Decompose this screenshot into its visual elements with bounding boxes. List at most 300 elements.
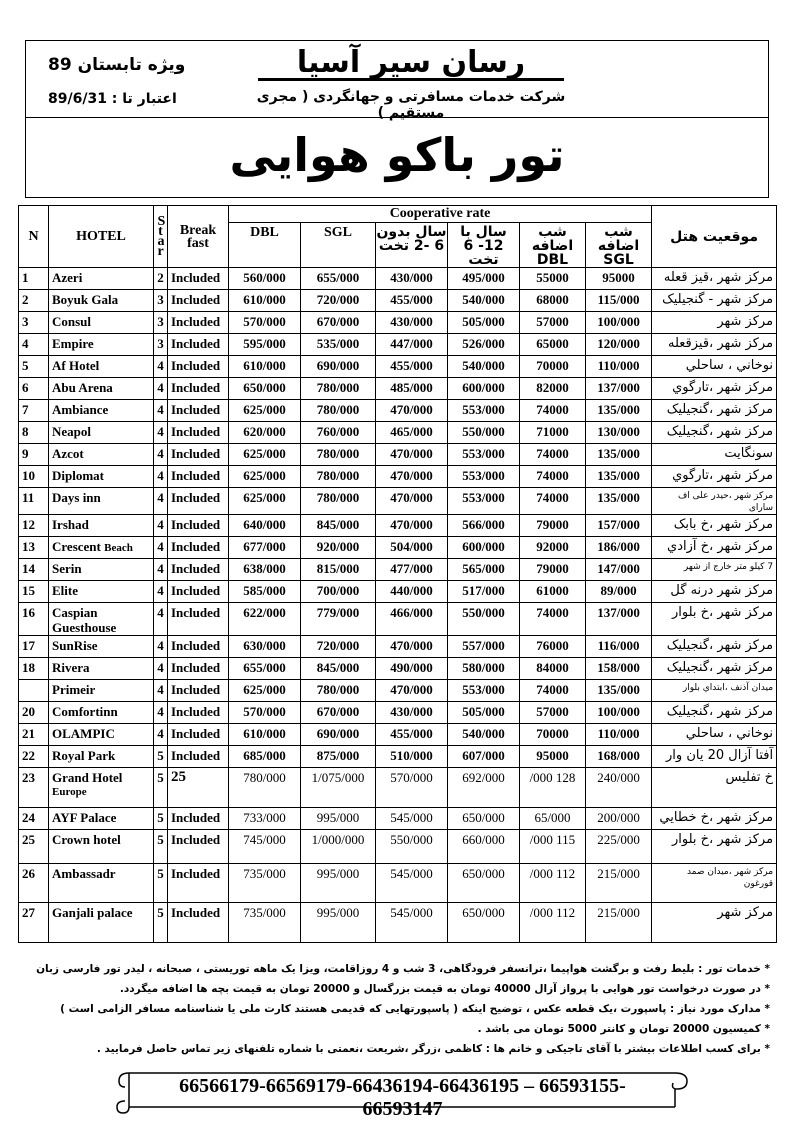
hotel-name — [49, 312, 154, 334]
note-commission: * کمیسیون 20000 تومان و کانتر 5000 تومان می باشد . — [477, 1023, 770, 1035]
extra-night-sgl: 120/000 — [586, 334, 652, 356]
hotel-location: سونگایت — [652, 444, 777, 466]
extra-night-dbl: 71000 — [520, 422, 586, 444]
rate-child-with-bed: 566/000 — [448, 515, 520, 537]
table-row — [19, 680, 777, 702]
hotel-name-text: SunRise — [52, 638, 98, 653]
row-number: 27 — [19, 903, 49, 943]
extra-night-dbl: 68000 — [520, 290, 586, 312]
table-row — [19, 400, 777, 422]
breakfast: Included — [168, 603, 229, 636]
hotel-location: مرکز شهر درنه گل — [652, 581, 777, 603]
hotel-name-suffix: Beach — [104, 542, 133, 554]
hotel-location: میدان آذنف ،ابتداي بلوار — [652, 680, 777, 702]
row-number: 25 — [19, 830, 49, 864]
extra-night-sgl: 240/000 — [586, 768, 652, 808]
breakfast: Included — [168, 378, 229, 400]
header-dbl: DBL — [229, 223, 301, 268]
note-azal-flight: * در صورت درخواست تور هوایی با پرواز آزال 40000 تومان به قیمت بزرگسال و 20000 تومان به قیمت بچه ها اضافه میگردد. — [119, 983, 770, 995]
hotel-name-text: Boyuk Gala — [52, 292, 119, 307]
hotel-location: مرکز شهر ،گنجیلیک — [652, 400, 777, 422]
rate-child-with-bed: 650/000 — [448, 864, 520, 903]
star-rating: 4 — [154, 537, 168, 559]
table-row — [19, 422, 777, 444]
star-rating: 4 — [154, 422, 168, 444]
rate-child-no-bed: 570/000 — [376, 768, 448, 808]
row-number — [19, 680, 49, 702]
hotel-name — [49, 400, 154, 422]
rate-child-no-bed: 545/000 — [376, 864, 448, 903]
rate-dbl: 625/000 — [229, 466, 301, 488]
breakfast: Included — [168, 864, 229, 903]
hotel-location: مرکز شهر ،قیز قعله — [652, 268, 777, 290]
rate-dbl: 625/000 — [229, 400, 301, 422]
extra-night-dbl: 74000 — [520, 680, 586, 702]
row-number: 3 — [19, 312, 49, 334]
hotel-location: مرکز شهر ،قیزقعله — [652, 334, 777, 356]
extra-night-sgl: 116/000 — [586, 636, 652, 658]
extra-night-dbl: 61000 — [520, 581, 586, 603]
rate-dbl: 570/000 — [229, 702, 301, 724]
hotel-location: مرکز شهر ،خ بلوار — [652, 603, 777, 636]
rate-sgl: 780/000 — [301, 378, 376, 400]
table-row — [19, 378, 777, 400]
rate-child-with-bed: 692/000 — [448, 768, 520, 808]
hotel-location: مرکز شهر ،گنجیلیک — [652, 658, 777, 680]
extra-night-sgl: 137/000 — [586, 378, 652, 400]
rate-dbl: 735/000 — [229, 903, 301, 943]
hotel-location: مرکز شهر ،حیدر علی اف سارای — [652, 488, 777, 515]
extra-night-dbl: 65/000 — [520, 808, 586, 830]
star-rating: 4 — [154, 581, 168, 603]
rate-child-no-bed: 430/000 — [376, 312, 448, 334]
table-row — [19, 488, 777, 515]
rate-child-no-bed: 470/000 — [376, 400, 448, 422]
hotel-name — [49, 356, 154, 378]
hotel-name-text: Abu Arena — [52, 380, 113, 395]
hotel-name — [49, 378, 154, 400]
rate-child-no-bed: 455/000 — [376, 290, 448, 312]
rate-dbl: 677/000 — [229, 537, 301, 559]
row-number: 4 — [19, 334, 49, 356]
hotel-location: مرکز شهر — [652, 903, 777, 943]
hotel-location: آفتا آزال 20 يان وار — [652, 746, 777, 768]
star-rating: 3 — [154, 334, 168, 356]
rate-child-no-bed: 447/000 — [376, 334, 448, 356]
breakfast: Included — [168, 334, 229, 356]
rate-sgl: 1/000/000 — [301, 830, 376, 864]
breakfast: Included — [168, 537, 229, 559]
extra-night-dbl: 55000 — [520, 268, 586, 290]
rate-child-with-bed: 550/000 — [448, 603, 520, 636]
hotel-name-text: Ganjali palace — [52, 905, 133, 920]
rate-dbl: 733/000 — [229, 808, 301, 830]
extra-night-dbl: 95000 — [520, 746, 586, 768]
row-number: 20 — [19, 702, 49, 724]
rate-child-no-bed: 490/000 — [376, 658, 448, 680]
hotel-name-text: Irshad — [52, 517, 89, 532]
table-row — [19, 903, 777, 943]
star-rating: 5 — [154, 746, 168, 768]
row-number: 9 — [19, 444, 49, 466]
rate-sgl: 780/000 — [301, 400, 376, 422]
hotel-name-text: Af Hotel — [52, 358, 100, 373]
rate-child-with-bed: 553/000 — [448, 444, 520, 466]
breakfast: Included — [168, 808, 229, 830]
hotel-name-text: Comfortinn — [52, 704, 118, 719]
rate-sgl: 700/000 — [301, 581, 376, 603]
rate-child-with-bed: 607/000 — [448, 746, 520, 768]
hotel-name-text: AYF Palace — [52, 810, 117, 825]
breakfast: Included — [168, 312, 229, 334]
hotel-name-text: Azeri — [52, 270, 83, 285]
extra-night-dbl: 65000 — [520, 334, 586, 356]
row-number: 14 — [19, 559, 49, 581]
row-number: 24 — [19, 808, 49, 830]
hotel-name — [49, 559, 154, 581]
star-rating: 4 — [154, 488, 168, 515]
hotel-name — [49, 680, 154, 702]
row-number: 1 — [19, 268, 49, 290]
extra-night-dbl: 82000 — [520, 378, 586, 400]
phone-numbers: 66566179-66569179-66436194-66436195 – 66593155-66593147 — [179, 1075, 626, 1120]
hotel-name-text: Consul — [52, 314, 92, 329]
extra-night-dbl: 70000 — [520, 724, 586, 746]
extra-night-dbl: /000 115 — [520, 830, 586, 864]
rate-child-no-bed: 550/000 — [376, 830, 448, 864]
row-number: 10 — [19, 466, 49, 488]
row-number: 16 — [19, 603, 49, 636]
breakfast: Included — [168, 515, 229, 537]
rate-sgl: 995/000 — [301, 864, 376, 903]
extra-night-sgl: 135/000 — [586, 680, 652, 702]
rate-child-with-bed: 526/000 — [448, 334, 520, 356]
rate-sgl: 815/000 — [301, 559, 376, 581]
rate-sgl: 655/000 — [301, 268, 376, 290]
extra-night-dbl: 74000 — [520, 444, 586, 466]
hotel-name-text: Neapol — [52, 424, 91, 439]
breakfast: Included — [168, 444, 229, 466]
rate-dbl: 655/000 — [229, 658, 301, 680]
rate-dbl: 625/000 — [229, 488, 301, 515]
extra-night-sgl: 147/000 — [586, 559, 652, 581]
extra-night-sgl: 186/000 — [586, 537, 652, 559]
table-row — [19, 658, 777, 680]
extra-night-dbl: 79000 — [520, 515, 586, 537]
note-contact: * برای کسب اطلاعات بیشتر با آقای تاجیکی و خانم ها : کاظمی ،زرگر ،شریعت ،نعمتی با شماره تلفنهای زیر تماس حاصل فرمایید . — [96, 1043, 770, 1055]
extra-night-dbl: 74000 — [520, 400, 586, 422]
row-number: 5 — [19, 356, 49, 378]
hotel-name — [49, 702, 154, 724]
rate-sgl: 995/000 — [301, 903, 376, 943]
table-row — [19, 636, 777, 658]
rate-dbl: 735/000 — [229, 864, 301, 903]
breakfast: Included — [168, 290, 229, 312]
rate-sgl: 875/000 — [301, 746, 376, 768]
rate-sgl: 780/000 — [301, 488, 376, 515]
rate-dbl: 745/000 — [229, 830, 301, 864]
hotel-name — [49, 603, 154, 636]
brand-name: رسان سیر آسیا — [296, 45, 526, 80]
rate-sgl: 670/000 — [301, 702, 376, 724]
rate-dbl: 570/000 — [229, 312, 301, 334]
hotel-location: نوخاني ، ساحلي — [652, 724, 777, 746]
rate-dbl: 620/000 — [229, 422, 301, 444]
hotel-location: مرکز شهر ،گنجیلیک — [652, 422, 777, 444]
hotel-name — [49, 903, 154, 943]
hotel-name-text: Primeir — [52, 682, 96, 697]
hotel-name — [49, 724, 154, 746]
rate-child-with-bed: 553/000 — [448, 680, 520, 702]
rate-sgl: 760/000 — [301, 422, 376, 444]
star-rating: 4 — [154, 378, 168, 400]
row-number: 13 — [19, 537, 49, 559]
star-rating: 4 — [154, 559, 168, 581]
table-row — [19, 830, 777, 864]
rate-child-with-bed: 505/000 — [448, 312, 520, 334]
extra-night-dbl: 57000 — [520, 702, 586, 724]
rate-child-no-bed: 440/000 — [376, 581, 448, 603]
rate-sgl: 780/000 — [301, 680, 376, 702]
star-rating: 2 — [154, 268, 168, 290]
rate-child-no-bed: 430/000 — [376, 268, 448, 290]
hotel-name — [49, 466, 154, 488]
row-number: 11 — [19, 488, 49, 515]
rate-rows — [19, 268, 777, 943]
hotel-location: مرکز شهر — [652, 312, 777, 334]
tour-title: تور باکو هوایی — [229, 128, 565, 182]
rate-child-with-bed: 650/000 — [448, 808, 520, 830]
header-breakfast: Break fast — [168, 206, 229, 268]
breakfast: Included — [168, 400, 229, 422]
hotel-location: مرکز شهر ،گنجیلیک — [652, 702, 777, 724]
table-row — [19, 724, 777, 746]
extra-night-sgl: 100/000 — [586, 312, 652, 334]
extra-night-sgl: 130/000 — [586, 422, 652, 444]
breakfast: 25 — [168, 768, 229, 808]
row-number: 18 — [19, 658, 49, 680]
header-child-with-bed: سال با 12- 6 تخت — [448, 223, 520, 268]
header-n: N — [19, 206, 49, 268]
hotel-name — [49, 422, 154, 444]
rate-child-no-bed: 470/000 — [376, 636, 448, 658]
table-row — [19, 581, 777, 603]
hotel-location: خ تفلیس — [652, 768, 777, 808]
rate-child-no-bed: 465/000 — [376, 422, 448, 444]
rate-dbl: 610/000 — [229, 290, 301, 312]
table-row — [19, 356, 777, 378]
extra-night-dbl: 74000 — [520, 466, 586, 488]
rate-sgl: 845/000 — [301, 515, 376, 537]
header-extra-night-sgl: شب اضافه SGL — [586, 223, 652, 268]
table-row — [19, 515, 777, 537]
rate-child-with-bed: 495/000 — [448, 268, 520, 290]
rate-child-no-bed: 455/000 — [376, 724, 448, 746]
extra-night-dbl: /000 112 — [520, 903, 586, 943]
star-rating: 4 — [154, 636, 168, 658]
table-row — [19, 312, 777, 334]
note-documents: * مدارک مورد نیاز : پاسپورت ،یک قطعه عکس ، توضیح اینکه ( پاسپورتهایی که قدیمی هستند کارت ملی یا شناسنامه مسافر الزامی است ) — [60, 1003, 770, 1015]
breakfast: Included — [168, 702, 229, 724]
hotel-name — [49, 768, 154, 808]
hotel-name-text: Crescent — [52, 539, 101, 554]
rate-child-no-bed: 504/000 — [376, 537, 448, 559]
table-row — [19, 334, 777, 356]
rate-child-with-bed: 650/000 — [448, 903, 520, 943]
header-hotel: HOTEL — [49, 206, 154, 268]
extra-night-sgl: 158/000 — [586, 658, 652, 680]
extra-night-sgl: 157/000 — [586, 515, 652, 537]
extra-night-sgl: 115/000 — [586, 290, 652, 312]
header-child-no-bed: سال بدون 6 -2 تخت — [376, 223, 448, 268]
star-rating: 4 — [154, 444, 168, 466]
rate-sgl: 720/000 — [301, 290, 376, 312]
star-rating: 5 — [154, 808, 168, 830]
rate-sgl: 670/000 — [301, 312, 376, 334]
breakfast: Included — [168, 746, 229, 768]
breakfast: Included — [168, 559, 229, 581]
validity-label: اعتبار تا : 89/6/31 — [48, 91, 177, 107]
star-rating: 4 — [154, 658, 168, 680]
star-rating: 4 — [154, 680, 168, 702]
hotel-location: مرکز شهر - گنجیلیک — [652, 290, 777, 312]
hotel-name — [49, 290, 154, 312]
hotel-name — [49, 808, 154, 830]
extra-night-sgl: 168/000 — [586, 746, 652, 768]
hotel-name-text: Grand Hotel — [52, 770, 123, 785]
rate-sgl: 690/000 — [301, 724, 376, 746]
rate-dbl: 650/000 — [229, 378, 301, 400]
star-rating: 3 — [154, 312, 168, 334]
hotel-name-text: Caspian Guesthouse — [52, 605, 117, 635]
breakfast: Included — [168, 830, 229, 864]
rate-child-with-bed: 580/000 — [448, 658, 520, 680]
rate-child-no-bed: 545/000 — [376, 903, 448, 943]
rate-child-no-bed: 470/000 — [376, 444, 448, 466]
table-row — [19, 746, 777, 768]
extra-night-dbl: 74000 — [520, 488, 586, 515]
hotel-name-text: Elite — [52, 583, 78, 598]
rate-child-with-bed: 553/000 — [448, 488, 520, 515]
row-number: 15 — [19, 581, 49, 603]
hotel-location: مرکز شهر ،گنجیلیک — [652, 636, 777, 658]
breakfast: Included — [168, 356, 229, 378]
breakfast: Included — [168, 488, 229, 515]
star-rating: 4 — [154, 603, 168, 636]
rate-child-no-bed: 470/000 — [376, 466, 448, 488]
hotel-name-text: Crown hotel — [52, 832, 121, 847]
season-label: ویژه تابستان 89 — [48, 55, 186, 75]
rate-child-no-bed: 455/000 — [376, 356, 448, 378]
extra-night-dbl: 79000 — [520, 559, 586, 581]
header-box — [25, 40, 769, 121]
rate-child-with-bed: 517/000 — [448, 581, 520, 603]
breakfast: Included — [168, 466, 229, 488]
rate-child-with-bed: 600/000 — [448, 378, 520, 400]
rate-child-with-bed: 600/000 — [448, 537, 520, 559]
hotel-name-text: Ambiance — [52, 402, 109, 417]
rate-child-with-bed: 557/000 — [448, 636, 520, 658]
row-number: 21 — [19, 724, 49, 746]
rate-child-no-bed: 466/000 — [376, 603, 448, 636]
notes — [28, 962, 770, 1062]
table-row — [19, 808, 777, 830]
rate-sgl: 780/000 — [301, 466, 376, 488]
rate-dbl: 610/000 — [229, 356, 301, 378]
rate-dbl: 610/000 — [229, 724, 301, 746]
extra-night-sgl: 135/000 — [586, 466, 652, 488]
extra-night-dbl: /000 112 — [520, 864, 586, 903]
row-number: 6 — [19, 378, 49, 400]
rate-child-no-bed: 485/000 — [376, 378, 448, 400]
hotel-name — [49, 746, 154, 768]
breakfast: Included — [168, 680, 229, 702]
hotel-location: مرکز شهر ،خ بلوار — [652, 830, 777, 864]
row-number: 2 — [19, 290, 49, 312]
extra-night-sgl: 100/000 — [586, 702, 652, 724]
rate-child-no-bed: 510/000 — [376, 746, 448, 768]
row-number: 12 — [19, 515, 49, 537]
hotel-name-text: Empire — [52, 336, 94, 351]
star-rating: 4 — [154, 356, 168, 378]
header-star — [154, 206, 168, 268]
header-cooperative-rate: Cooperative rate — [229, 206, 652, 223]
extra-night-sgl: 200/000 — [586, 808, 652, 830]
rate-sgl: 779/000 — [301, 603, 376, 636]
breakfast: Included — [168, 636, 229, 658]
extra-night-sgl: 225/000 — [586, 830, 652, 864]
rate-dbl: 585/000 — [229, 581, 301, 603]
rate-child-with-bed: 505/000 — [448, 702, 520, 724]
star-rating: 4 — [154, 724, 168, 746]
rate-child-with-bed: 540/000 — [448, 356, 520, 378]
extra-night-sgl: 95000 — [586, 268, 652, 290]
star-rating: 4 — [154, 702, 168, 724]
rate-sgl: 690/000 — [301, 356, 376, 378]
hotel-name — [49, 658, 154, 680]
hotel-name — [49, 444, 154, 466]
hotel-name — [49, 830, 154, 864]
table-row — [19, 559, 777, 581]
rate-dbl: 685/000 — [229, 746, 301, 768]
rate-child-with-bed: 660/000 — [448, 830, 520, 864]
hotel-name-text: Days inn — [52, 490, 101, 505]
row-number: 26 — [19, 864, 49, 903]
rate-dbl: 625/000 — [229, 444, 301, 466]
rate-child-no-bed: 430/000 — [376, 702, 448, 724]
rate-child-with-bed: 540/000 — [448, 290, 520, 312]
star-rating: 5 — [154, 768, 168, 808]
hotel-location: مرکز شهر ،تارگوي — [652, 378, 777, 400]
company-name: شرکت خدمات مسافرتی و جهانگردی ( مجری مستقیم ) — [256, 89, 566, 121]
table-row — [19, 466, 777, 488]
extra-night-sgl: 135/000 — [586, 488, 652, 515]
phone-scroll — [115, 1063, 690, 1120]
rate-dbl: 640/000 — [229, 515, 301, 537]
extra-night-dbl: 92000 — [520, 537, 586, 559]
row-number: 23 — [19, 768, 49, 808]
star-rating: 5 — [154, 903, 168, 943]
star-rating: 4 — [154, 400, 168, 422]
rate-child-with-bed: 553/000 — [448, 400, 520, 422]
table-row — [19, 702, 777, 724]
hotel-name-text: OLAMPIC — [52, 726, 115, 741]
breakfast: Included — [168, 268, 229, 290]
header-location: موقعیت هتل — [652, 206, 777, 268]
rate-sgl: 535/000 — [301, 334, 376, 356]
hotel-name — [49, 488, 154, 515]
breakfast: Included — [168, 658, 229, 680]
